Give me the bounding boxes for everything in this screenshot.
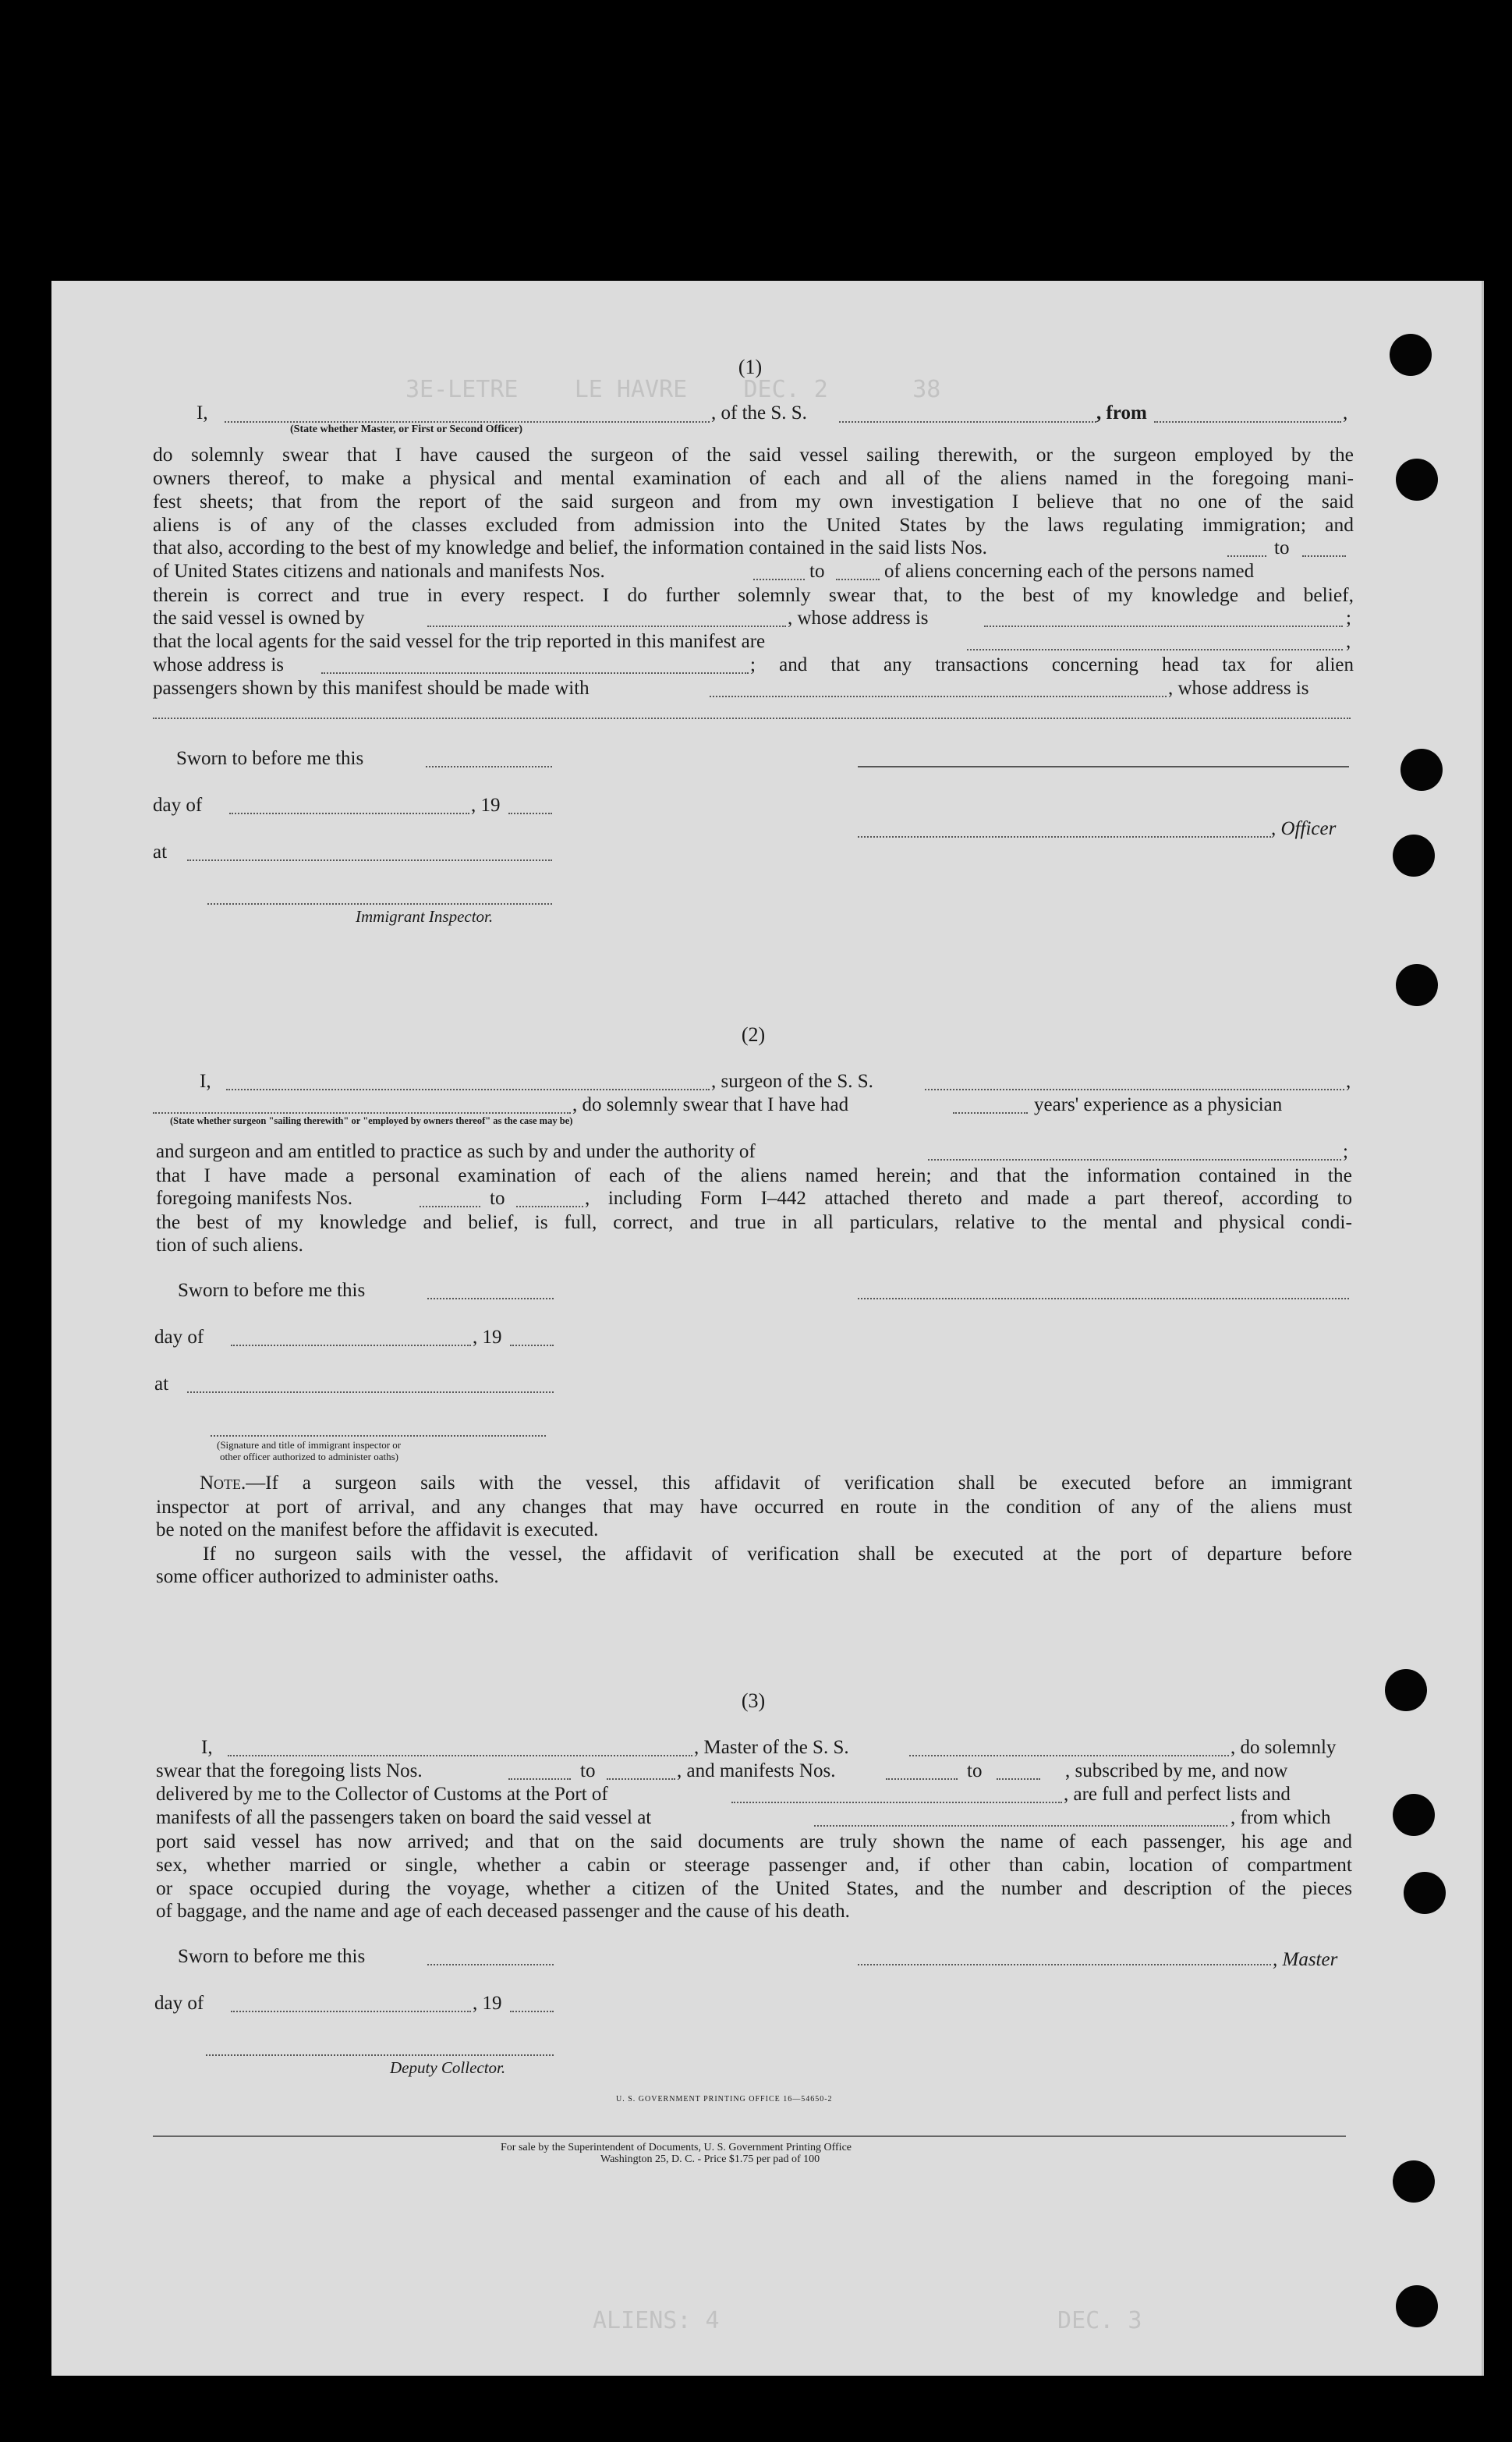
- local-agents-label: that the local agents for the said vessel for the trip reported in this manifest are: [153, 631, 766, 652]
- punch-hole: [1396, 964, 1438, 1006]
- authority-field[interactable]: [928, 1159, 1341, 1161]
- sworn-day-field-1[interactable]: [426, 766, 552, 767]
- day-of-label-3: day of: [154, 1993, 204, 2014]
- taken-on-board-label: manifests of all the passengers taken on board the said vessel at: [156, 1807, 652, 1828]
- punch-hole: [1400, 749, 1443, 791]
- vessel-name-field[interactable]: [839, 421, 1096, 423]
- master-vessel-field[interactable]: [909, 1755, 1229, 1756]
- printing-office-imprint: U. S. GOVERNMENT PRINTING OFFICE 16—54650-2: [616, 2095, 833, 2104]
- departure-port-field[interactable]: [814, 1825, 1227, 1827]
- punch-hole: [1390, 334, 1432, 376]
- manifests-nos-from-field[interactable]: [753, 579, 805, 580]
- year-field-1[interactable]: [508, 813, 552, 814]
- section-1-from: , from: [1096, 402, 1147, 424]
- surgeon-of-ss-label: , surgeon of the S. S.: [711, 1071, 873, 1092]
- year-label-3: , 19: [473, 1993, 502, 2014]
- owner-field[interactable]: [427, 626, 786, 627]
- month-field-3[interactable]: [231, 2011, 471, 2012]
- manifests-from-field-2[interactable]: [420, 1206, 480, 1207]
- section-3-text-line: of baggage, and the name and age of each deceased passenger and the cause of his death.: [156, 1901, 850, 1922]
- lists-nos-to-field[interactable]: [1302, 555, 1346, 557]
- page-edge: [1482, 281, 1484, 2376]
- sworn-label-1: Sworn to before me this: [176, 748, 364, 769]
- section-2-text-line: that I have made a personal examination of each of the aliens named herein; and that the information contained in the: [156, 1164, 1352, 1186]
- officer-title-field[interactable]: [858, 836, 1271, 838]
- year-field-2[interactable]: [510, 1345, 554, 1346]
- manifests-to-2: to: [490, 1188, 505, 1209]
- manifests-nos-rest: of aliens concerning each of the persons named: [884, 561, 1255, 582]
- local-agents-field[interactable]: [967, 649, 1343, 650]
- agents-address-field[interactable]: [321, 672, 749, 674]
- passengers-label: passengers shown by this manifest should be made with: [153, 678, 590, 699]
- foregoing-manifests-label: foregoing manifests Nos.: [156, 1188, 353, 1209]
- immigrant-inspector-label: Immigrant Inspector.: [356, 907, 494, 926]
- years-experience-field[interactable]: [953, 1112, 1028, 1114]
- section-1-text-line: owners thereof, to make a physical and mental examination of each and all of the aliens named in the foregoing mani-: [153, 466, 1354, 489]
- collector-port-field[interactable]: [731, 1802, 1062, 1803]
- note-2-line: If no surgeon sails with the vessel, the affidavit of verification shall be executed at the port of departure before: [203, 1542, 1352, 1565]
- punch-hole: [1393, 2160, 1435, 2203]
- signature-caption-line-2: other officer authorized to administer oaths): [220, 1451, 398, 1462]
- deputy-collector-label: Deputy Collector.: [390, 2058, 506, 2077]
- note-line: be noted on the manifest before the affidavit is executed.: [156, 1519, 599, 1540]
- owned-semicolon: ;: [1346, 608, 1351, 629]
- sworn-label-3: Sworn to before me this: [178, 1946, 366, 1967]
- day-of-label-2: day of: [154, 1327, 204, 1348]
- signature-caption-line-1: (Signature and title of immigrant inspector or: [217, 1439, 402, 1451]
- footer-rule: [153, 2135, 1346, 2137]
- surgeon-status-caption: (State whether surgeon "sailing therewith" or "employed by owners thereof" as the case may be): [170, 1115, 573, 1126]
- lists-nos-label: that also, according to the best of my knowledge and belief, the information contained in the said lists Nos.: [153, 537, 987, 558]
- section-3-i: I,: [201, 1737, 213, 1758]
- manifests-nos-label-3: , and manifests Nos.: [677, 1760, 836, 1781]
- year-label-2: , 19: [473, 1327, 502, 1348]
- punch-hole: [1393, 1794, 1435, 1836]
- master-signature-line[interactable]: [858, 1964, 1271, 1965]
- manifests-to-field-2[interactable]: [516, 1206, 583, 1207]
- agents-address-label: whose address is: [153, 654, 285, 675]
- at-place-field-2[interactable]: [187, 1391, 554, 1393]
- section-2-text-line: tion of such aliens.: [156, 1235, 303, 1256]
- note-text: —If a surgeon sails with the vessel, this affidavit of verification shall be executed before an immigrant: [246, 1473, 1352, 1494]
- form-i442-text: , including Form I–442 attached thereto and made a part thereof, according to: [585, 1188, 1352, 1209]
- manifests-from-field-3[interactable]: [886, 1778, 958, 1780]
- subscribed-label: , subscribed by me, and now: [1065, 1760, 1288, 1781]
- years-experience-label: years' experience as a physician: [1034, 1094, 1283, 1115]
- lists-nos-to: to: [1274, 537, 1290, 558]
- section-2-text-line: the best of my knowledge and belief, is full, correct, and true in all particulars, relative to the mental and physical condi-: [156, 1210, 1352, 1233]
- punch-hole: [1385, 1669, 1427, 1711]
- section-3-text-line: port said vessel has now arrived; and that on the said documents are truly shown the name of each passenger, his age and: [156, 1830, 1352, 1852]
- do-solemnly-label: , do solemnly: [1230, 1737, 1337, 1758]
- owned-by-label: the said vessel is owned by: [153, 608, 365, 629]
- bleed-through: 3E-LETRE LE HAVRE DEC. 2 38: [405, 376, 941, 403]
- at-label-1: at: [153, 842, 168, 863]
- section-3-text-line: sex, whether married or single, whether a cabin or steerage passenger and, if other than cabin, location of compartment: [156, 1853, 1352, 1876]
- sale-line-1: For sale by the Superintendent of Documents, U. S. Government Printing Office: [501, 2142, 852, 2153]
- section-1-i: I,: [197, 402, 208, 424]
- solemnly-swear-text: , do solemnly swear that I have had: [572, 1094, 849, 1115]
- bleed-through: ALIENS: 4 DEC. 3: [593, 2307, 1142, 2334]
- from-port-field[interactable]: [1154, 421, 1341, 423]
- month-field-1[interactable]: [229, 813, 469, 814]
- officer-rank-caption: (State whether Master, or First or Second Officer): [290, 424, 523, 435]
- sale-line-2: Washington 25, D. C. - Price $1.75 per pad of 100: [600, 2153, 820, 2165]
- authority-label: and surgeon and am entitled to practice as such by and under the authority of: [156, 1141, 756, 1162]
- note-first-line: [200, 1472, 1352, 1495]
- full-perfect-label: , are full and perfect lists and: [1064, 1784, 1291, 1805]
- authority-semicolon: ;: [1343, 1141, 1348, 1162]
- manifests-nos-label: of United States citizens and nationals and manifests Nos.: [153, 561, 605, 582]
- surgeon-status-field[interactable]: [153, 1112, 571, 1114]
- punch-hole: [1404, 1872, 1446, 1914]
- section-1-text-line: aliens is of any of the classes excluded from admission into the United States by the laws regulating immigration; and: [153, 513, 1354, 536]
- section-1-comma: ,: [1343, 402, 1348, 424]
- month-field-2[interactable]: [231, 1345, 471, 1346]
- head-tax-text: ; and that any transactions concerning head tax for alien: [750, 654, 1354, 675]
- owner-address-field[interactable]: [984, 626, 1343, 627]
- owner-address-label: , whose address is: [788, 608, 929, 629]
- section-3-number: (3): [741, 1689, 766, 1712]
- passengers-address-label: , whose address is: [1168, 678, 1309, 699]
- surgeon-vessel-field[interactable]: [925, 1089, 1344, 1090]
- note-2-line: some officer authorized to administer oaths.: [156, 1566, 499, 1587]
- at-place-field-1[interactable]: [187, 859, 552, 861]
- agents-comma: ,: [1346, 631, 1351, 652]
- section-1-of-ss: , of the S. S.: [711, 402, 807, 424]
- officer-signature-line[interactable]: [858, 766, 1349, 767]
- head-tax-address-field[interactable]: [153, 718, 1351, 719]
- sworn-day-field-3[interactable]: [427, 1964, 554, 1965]
- from-which-label: , from which: [1230, 1807, 1331, 1828]
- section-1-text-line: therein is correct and true in every respect. I do further solemnly swear that, to the best of my knowledge and belief,: [153, 583, 1354, 606]
- lists-to-3: to: [580, 1760, 596, 1781]
- year-field-3[interactable]: [510, 2011, 554, 2012]
- year-label-1: , 19: [471, 795, 501, 816]
- foregoing-lists-label: swear that the foregoing lists Nos.: [156, 1760, 423, 1781]
- punch-hole: [1396, 459, 1438, 501]
- manifests-nos-to-field[interactable]: [836, 579, 880, 580]
- manifests-to-3: to: [967, 1760, 983, 1781]
- head-tax-party-field[interactable]: [710, 696, 1167, 697]
- punch-hole: [1393, 835, 1435, 877]
- lists-to-field-3[interactable]: [607, 1778, 675, 1780]
- day-of-label-1: day of: [153, 795, 203, 816]
- lists-nos-from-field[interactable]: [1227, 555, 1266, 557]
- surgeon-comma: ,: [1346, 1071, 1351, 1092]
- section-3-text-line: or space occupied during the voyage, whether a citizen of the United States, and the number and description of the pieces: [156, 1877, 1352, 1899]
- collector-port-label: delivered by me to the Collector of Customs at the Port of: [156, 1784, 608, 1805]
- note-label: Note.: [200, 1473, 246, 1494]
- punch-hole: [1396, 2285, 1438, 2327]
- sworn-label-2: Sworn to before me this: [178, 1280, 366, 1301]
- section-1-text-line: do solemnly swear that I have caused the surgeon of the said vessel sailing therewith, or the surgeon employed by the: [153, 443, 1354, 466]
- lists-from-field-3[interactable]: [508, 1778, 571, 1780]
- section-2-number: (2): [741, 1023, 766, 1046]
- surgeon-name-field[interactable]: [226, 1089, 710, 1090]
- sworn-day-field-2[interactable]: [427, 1298, 554, 1299]
- master-name-field[interactable]: [225, 421, 710, 423]
- master-name-field-3[interactable]: [228, 1755, 692, 1756]
- officer-label: , Officer: [1271, 818, 1337, 839]
- master-label: , Master: [1273, 1949, 1338, 1970]
- manifests-nos-to: to: [809, 561, 825, 582]
- section-2-i: I,: [200, 1071, 211, 1092]
- surgeon-signature-line[interactable]: [858, 1298, 1349, 1299]
- note-line: inspector at port of arrival, and any changes that may have occurred en route in the condition of any of the aliens must: [156, 1495, 1352, 1518]
- section-1-text-line: fest sheets; that from the report of the said surgeon and from my own investigation I believe that no one of the said: [153, 490, 1354, 512]
- manifests-to-field-3[interactable]: [997, 1778, 1040, 1780]
- authorized-officer-signature-line[interactable]: [211, 1435, 546, 1437]
- section-1-number: (1): [738, 356, 763, 378]
- master-of-ss-label: , Master of the S. S.: [694, 1737, 849, 1758]
- at-label-2: at: [154, 1373, 169, 1395]
